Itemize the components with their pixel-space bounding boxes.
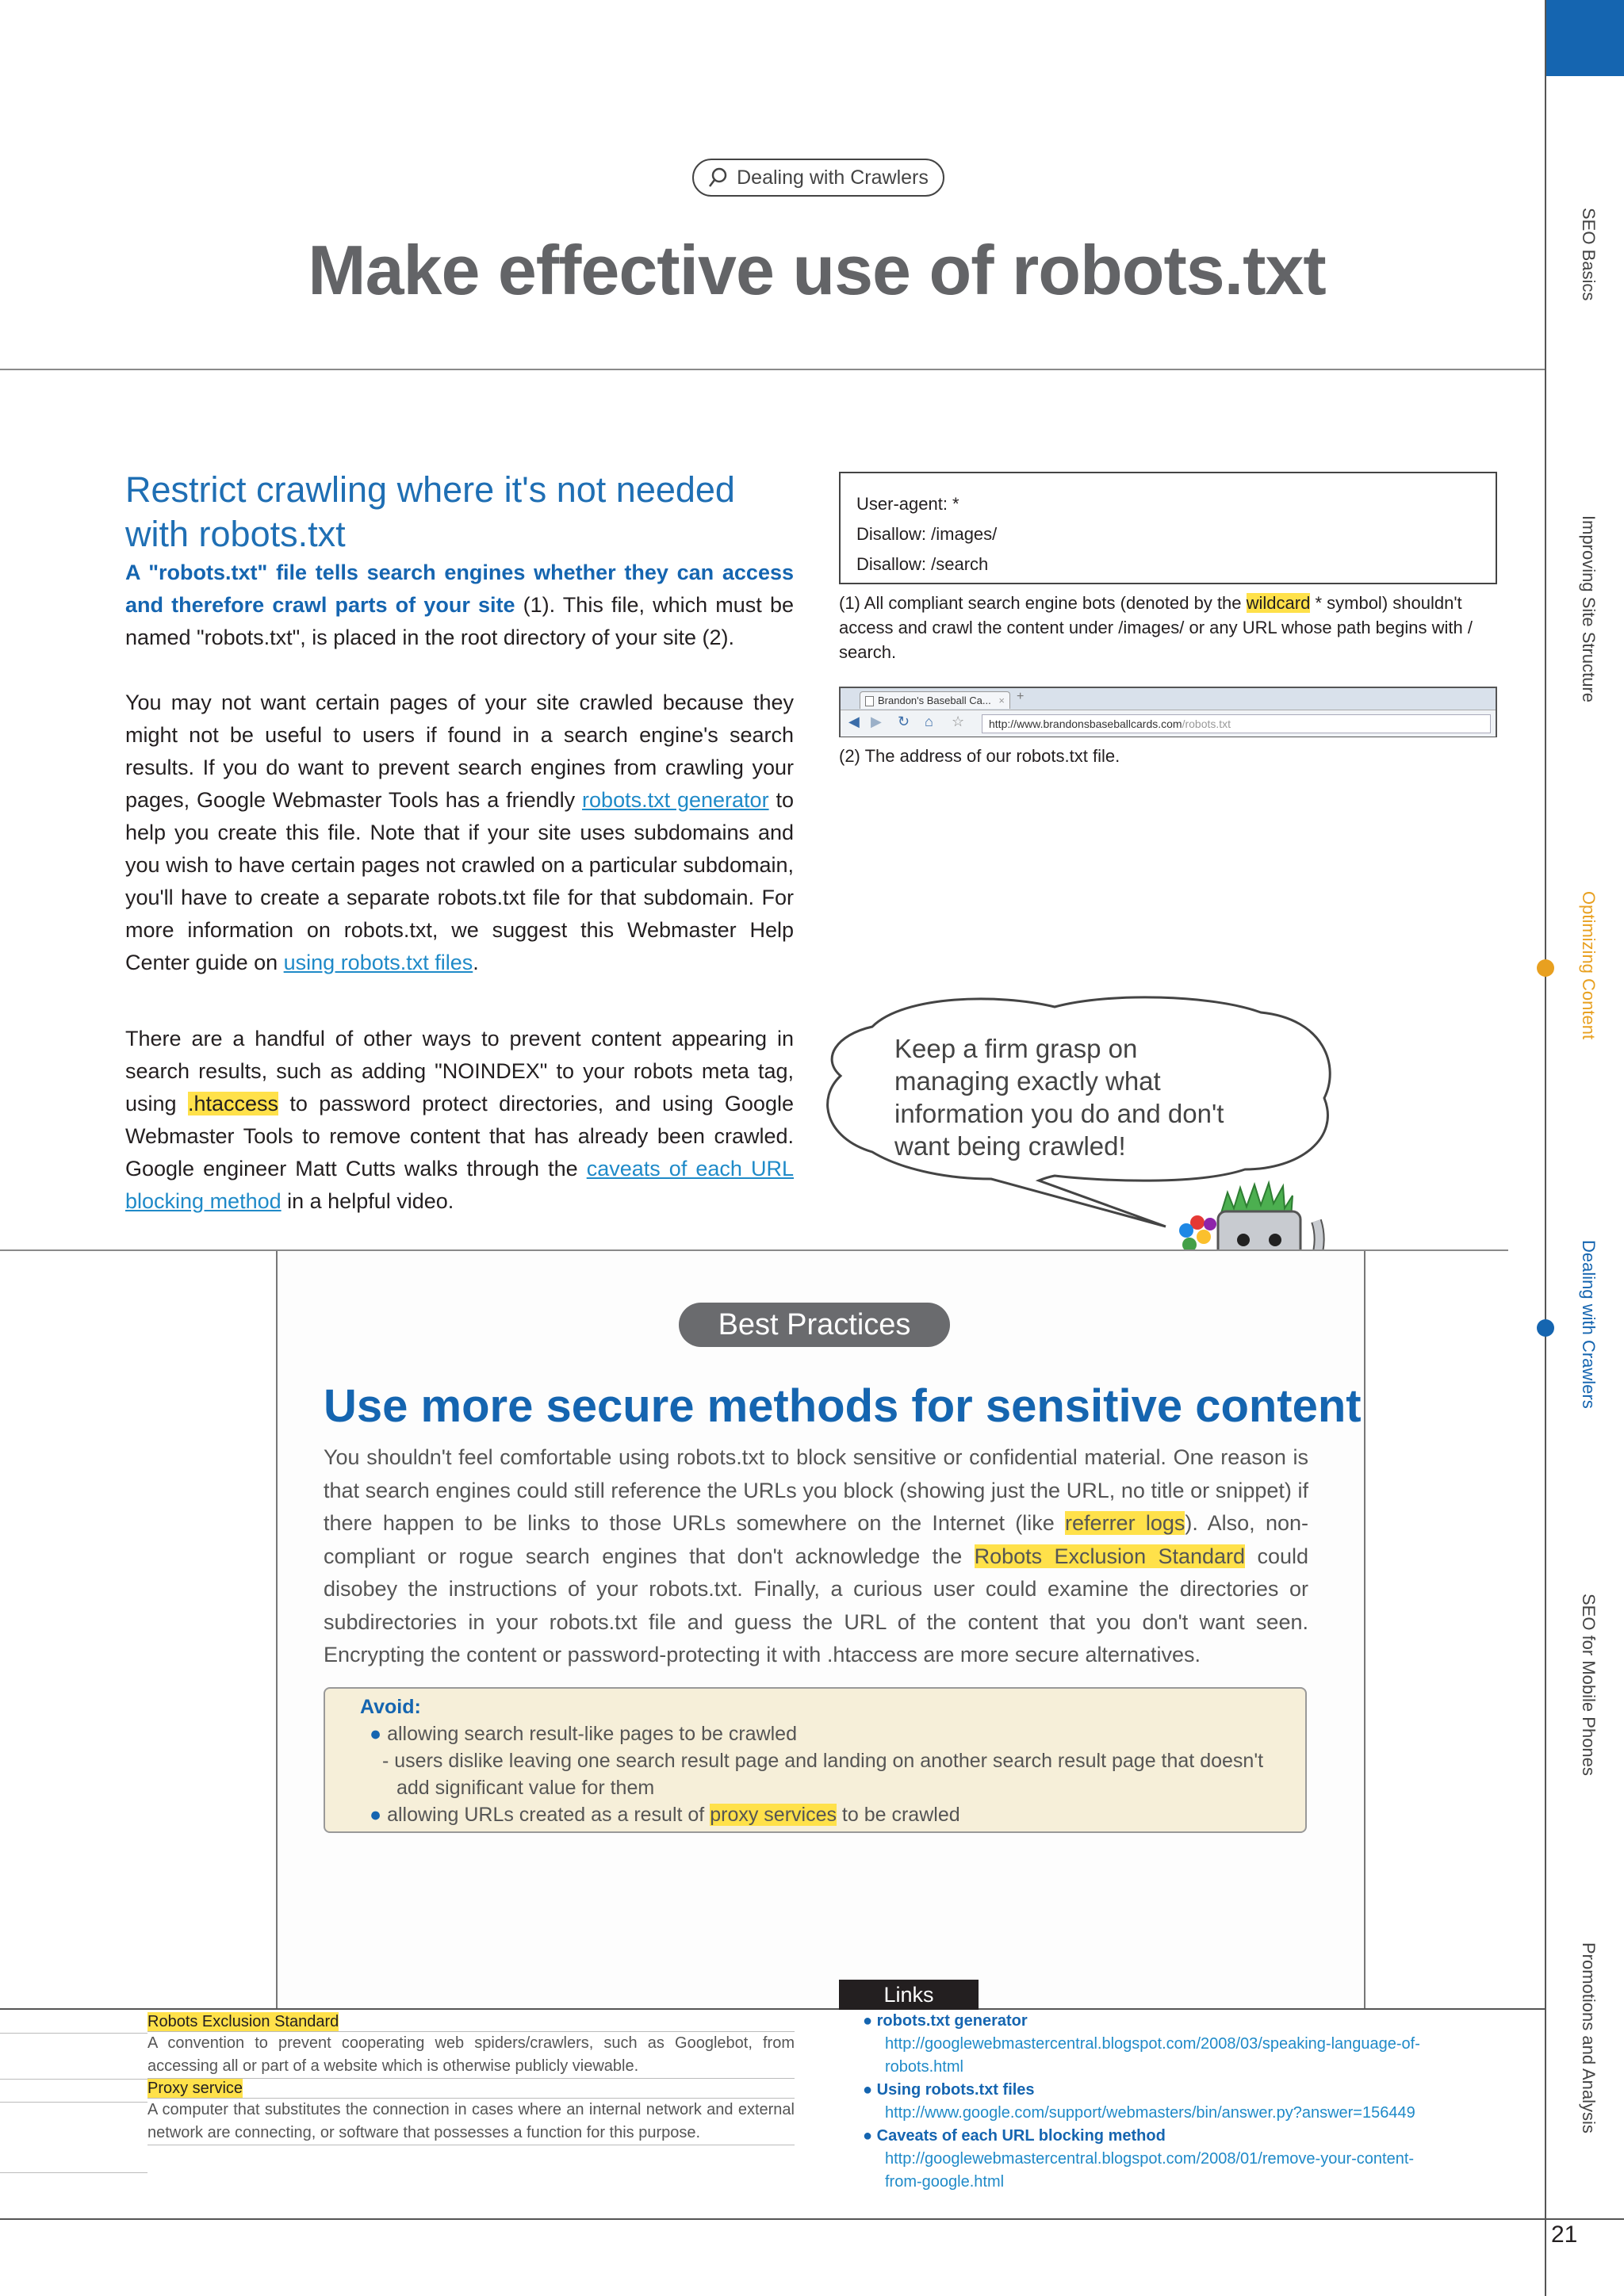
paragraph-1-rest: (1). This file, which must be named "robots.txt", is placed in the root directory of your site (2). bbox=[125, 593, 794, 649]
glossary-definition: A computer that substitutes the connection in cases where an internal network and external network are connecting, or software that possesses a function for this purpose. bbox=[147, 2099, 795, 2145]
link-url[interactable]: robots.html bbox=[885, 2058, 963, 2076]
sidebar-top-block bbox=[1546, 0, 1624, 76]
links-tab: Links bbox=[839, 1980, 979, 2010]
glossary-entry bbox=[147, 2012, 795, 2032]
sidebar-item-seo-basics[interactable]: SEO Basics bbox=[1579, 208, 1599, 301]
page-icon bbox=[865, 696, 874, 706]
paragraph-3-text-a: There are a handful of other ways to prevent content appearing in search results, such as adding "NOINDEX" to your robots meta tag, using bbox=[125, 1027, 794, 1115]
back-icon: ◀ bbox=[848, 714, 860, 729]
htaccess-highlight: .htaccess bbox=[187, 1092, 278, 1115]
caveats-link[interactable]: caveats of each URL blocking method bbox=[125, 1157, 795, 1213]
caption-1-text-b: * symbol) shouldn't access and crawl the content under /images/ or any URL whose path begins with / search. bbox=[839, 593, 1473, 662]
avoid-item bbox=[370, 1801, 1305, 1828]
best-practices-pill: Best Practices bbox=[679, 1303, 950, 1347]
bullet-icon: ● bbox=[370, 1804, 382, 1826]
glossary-term: Proxy service bbox=[147, 2080, 243, 2097]
browser-tab bbox=[860, 691, 1010, 709]
sidebar-rule bbox=[1545, 0, 1546, 2296]
sidebar-dot-optimizing bbox=[1537, 959, 1554, 977]
code-line: User-agent: * bbox=[856, 494, 959, 514]
link-item[interactable]: ● Caveats of each URL blocking method bbox=[863, 2127, 1166, 2145]
link-url[interactable]: http://googlewebmastercentral.blogspot.com/2008/03/speaking-language-of- bbox=[885, 2035, 1420, 2053]
glossary-term: Robots Exclusion Standard bbox=[147, 2013, 339, 2030]
panel-right-rule bbox=[1364, 1251, 1365, 2008]
bp-body-text-a: You shouldn't feel comfortable using robots.txt to block sensitive or confidential material. One reason is that search engines could still reference the URLs you block (showing just the URL, no title or snippet) if there happen to be links to those URLs somewhere on the Internet (like bbox=[324, 1445, 1308, 1535]
sidebar-item-improving-site-structure[interactable]: Improving Site Structure bbox=[1579, 515, 1599, 702]
new-tab-icon: + bbox=[1017, 690, 1025, 703]
proxy-services-highlight: proxy services bbox=[710, 1804, 837, 1826]
forward-icon: ▶ bbox=[871, 714, 882, 729]
close-icon: × bbox=[998, 695, 1005, 706]
link-item[interactable]: ● Using robots.txt files bbox=[863, 2081, 1035, 2099]
bp-body-text-b: ). Also, non-compliant or rogue search engines that don't acknowledge the bbox=[324, 1511, 1308, 1568]
referrer-logs-highlight: referrer logs bbox=[1065, 1511, 1185, 1535]
link-url[interactable]: from-google.html bbox=[885, 2173, 1005, 2191]
avoid-item-label-b: to be crawled bbox=[836, 1804, 960, 1826]
page-title: Make effective use of robots.txt bbox=[308, 231, 1326, 309]
caption-1-text-a: (1) All compliant search engine bots (denoted by the bbox=[839, 593, 1247, 613]
home-icon: ⌂ bbox=[925, 714, 933, 729]
code-line: Disallow: /images/ bbox=[856, 524, 998, 544]
link-item[interactable]: ● robots.txt generator bbox=[863, 2012, 1028, 2030]
page-number: 21 bbox=[1551, 2221, 1578, 2248]
row-rule bbox=[0, 2033, 147, 2034]
paragraph-2-text-b: to help you create this file. Note that if your site uses subdomains and you wish to have certain pages not crawled on a particular subdomain, you'll have to create a separate robots.txt file for that subdomain. For more information on robots.txt, we suggest this Webmaster Help Center guide on bbox=[125, 788, 794, 974]
paragraph-3-text-b: to password protect directories, and using Google Webmaster Tools to remove content that has already been crawled. Google engineer Matt Cutts walks through the bbox=[125, 1092, 794, 1181]
row-rule bbox=[0, 2172, 147, 2173]
browser-tab-label: Brandon's Baseball Ca... bbox=[878, 695, 991, 706]
robots-code-box bbox=[839, 472, 1497, 584]
glossary-entry bbox=[147, 2079, 795, 2099]
caption-2: (2) The address of our robots.txt file. bbox=[839, 746, 1120, 766]
sidebar-item-optimizing-content[interactable]: Optimizing Content bbox=[1579, 891, 1599, 1040]
paragraph-2-text-c: . bbox=[473, 951, 479, 974]
avoid-heading: Avoid: bbox=[360, 1696, 421, 1718]
bubble-text: Keep a firm grasp on managing exactly what information you do and don't want being crawled! bbox=[894, 1034, 1224, 1161]
best-practices-body bbox=[324, 1441, 1308, 1672]
paragraph-3 bbox=[125, 1023, 794, 1218]
links-list bbox=[863, 2010, 1513, 2194]
address-host: http://www.brandonsbaseballcards.com bbox=[989, 718, 1182, 730]
browser-screenshot bbox=[839, 687, 1497, 737]
avoid-item-label: allowing search result-like pages to be crawled bbox=[387, 1723, 797, 1745]
avoid-item-label-a: allowing URLs created as a result of bbox=[387, 1804, 710, 1826]
link-url[interactable]: http://googlewebmastercentral.blogspot.com/2008/01/remove-your-content- bbox=[885, 2150, 1415, 2168]
footer-rule bbox=[0, 2218, 1624, 2220]
link-item-title[interactable]: robots.txt generator bbox=[876, 2012, 1028, 2030]
row-rule bbox=[0, 2079, 147, 2080]
avoid-item bbox=[370, 1720, 1305, 1747]
section-chip-label: Dealing with Crawlers bbox=[737, 166, 929, 189]
search-icon bbox=[708, 166, 729, 189]
code-line: Disallow: /search bbox=[856, 554, 989, 574]
browser-toolbar bbox=[841, 710, 1496, 737]
address-path: /robots.txt bbox=[1182, 718, 1231, 730]
avoid-box bbox=[324, 1687, 1307, 1833]
robots-exclusion-highlight: Robots Exclusion Standard bbox=[974, 1544, 1246, 1568]
section-heading: Restrict crawling where it's not needed with robots.txt bbox=[125, 469, 735, 554]
section-chip bbox=[692, 159, 944, 197]
sidebar-dot-active bbox=[1537, 1319, 1554, 1337]
paragraph-1 bbox=[125, 557, 794, 654]
avoid-sub-item-label: - users dislike leaving one search result page and landing on another search result page that doesn't add significant value for them bbox=[382, 1750, 1264, 1799]
title-divider bbox=[0, 369, 1545, 370]
robots-txt-generator-link[interactable]: robots.txt generator bbox=[582, 788, 769, 812]
paragraph-2 bbox=[125, 687, 794, 979]
paragraph-1-strong: A "robots.txt" file tells search engines whether they can access and therefore crawl parts of your site bbox=[125, 561, 794, 617]
paragraph-2-text-a: You may not want certain pages of your site crawled because they might not be useful to users if found in a search engine's search results. If you do want to prevent search engines from crawling your pages, Google Webmaster Tools has a friendly bbox=[125, 691, 794, 812]
sidebar-item-seo-for-mobile-phones[interactable]: SEO for Mobile Phones bbox=[1579, 1594, 1599, 1776]
browser-address-bar bbox=[982, 714, 1491, 733]
using-robots-txt-files-link[interactable]: using robots.txt files bbox=[283, 951, 473, 974]
glossary-definition: A convention to prevent cooperating web spiders/crawlers, such as Googlebot, from accessing all or part of a website which is otherwise publicly viewable. bbox=[147, 2032, 795, 2079]
bullet-icon: ● bbox=[370, 1723, 382, 1745]
link-item-title[interactable]: Using robots.txt files bbox=[876, 2081, 1035, 2099]
wildcard-highlight: wildcard bbox=[1246, 593, 1311, 613]
star-icon: ☆ bbox=[952, 714, 965, 729]
best-practices-title: Use more secure methods for sensitive content bbox=[324, 1380, 1362, 1432]
sidebar-item-promotions-and-analysis[interactable]: Promotions and Analysis bbox=[1579, 1942, 1599, 2133]
bp-body-text-c: could disobey the instructions of your robots.txt. Finally, a curious user could examine the directories or subdirectories in your robots.txt file and guess the URL of the content that you don't want seen. Encrypting the content or password-protecting it with .htaccess are more secure alternatives. bbox=[324, 1544, 1308, 1667]
panel-left-rule bbox=[276, 1251, 278, 2008]
paragraph-3-text-c: in a helpful video. bbox=[281, 1189, 454, 1213]
row-rule bbox=[0, 2102, 147, 2103]
glossary bbox=[147, 2012, 795, 2145]
link-item-title[interactable]: Caveats of each URL blocking method bbox=[876, 2127, 1166, 2145]
sidebar-item-dealing-with-crawlers[interactable]: Dealing with Crawlers bbox=[1579, 1240, 1599, 1409]
best-practices-divider bbox=[0, 1249, 1508, 1251]
caption-1 bbox=[839, 591, 1499, 664]
avoid-sub-item bbox=[382, 1747, 1269, 1801]
link-url[interactable]: http://www.google.com/support/webmasters/bin/answer.py?answer=156449 bbox=[885, 2104, 1415, 2122]
reload-icon: ↻ bbox=[898, 714, 910, 729]
